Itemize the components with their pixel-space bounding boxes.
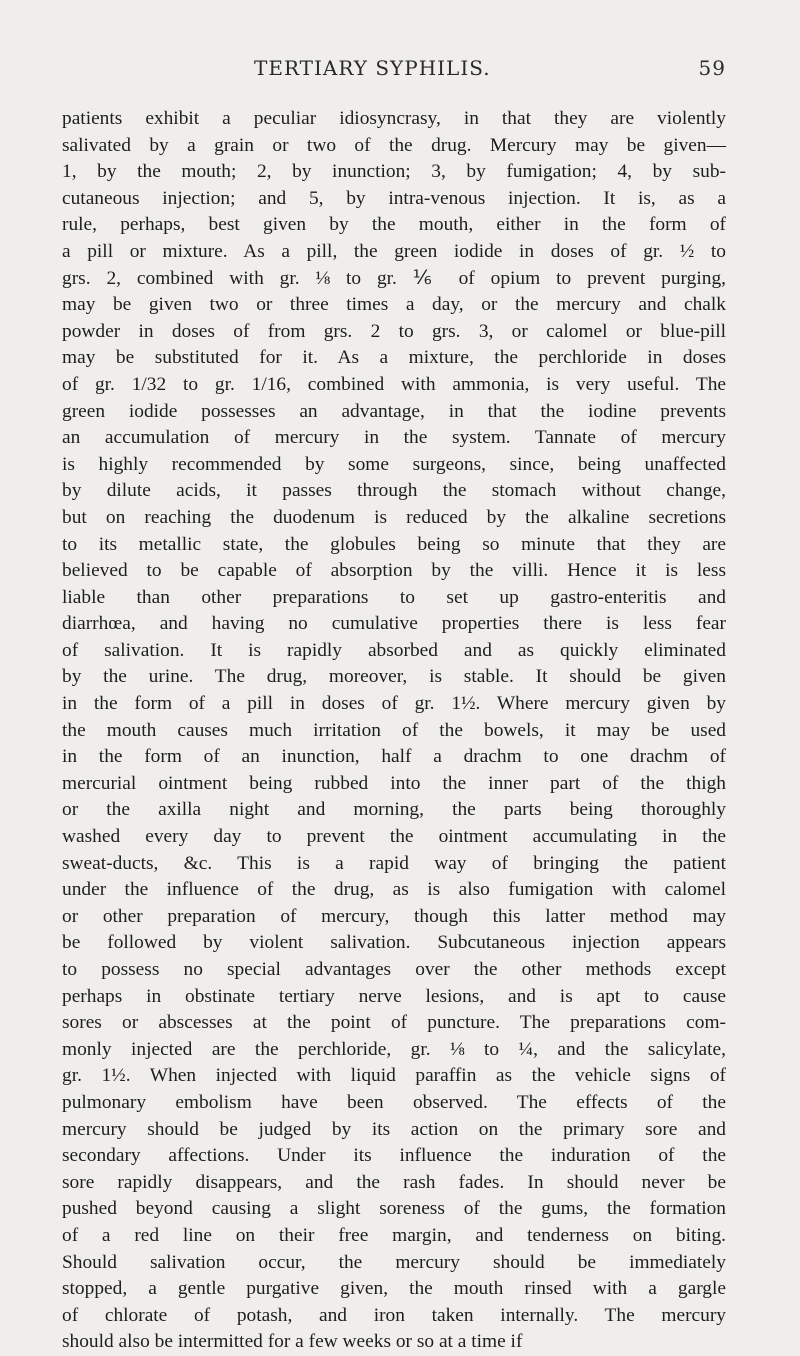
text-line: 1, by the mouth; 2, by inunction; 3, by fumigation; 4, by sub-: [62, 161, 726, 183]
text-line: rule, perhaps, best given by the mouth, either in the form of: [62, 214, 726, 236]
page-number: 59: [698, 56, 726, 80]
text-line: may be substituted for it. As a mixture, the perchloride in doses: [62, 347, 726, 369]
text-line: pushed beyond causing a slight soreness of the gums, the formation: [62, 1198, 726, 1220]
text-line: green iodide possesses an advantage, in that the iodine prevents: [62, 400, 726, 422]
text-line: of chlorate of potash, and iron taken internally. The mercury: [62, 1304, 726, 1326]
text-line: but on reaching the duodenum is reduced by the alkaline secretions: [62, 506, 726, 528]
text-line: perhaps in obstinate tertiary nerve lesions, and is apt to cause: [62, 985, 726, 1007]
text-line: stopped, a gentle purgative given, the mouth rinsed with a gargle: [62, 1278, 726, 1300]
book-page: [62, 56, 726, 1356]
text-line: by dilute acids, it passes through the stomach without change,: [62, 480, 726, 502]
text-line: liable than other preparations to set up gastro-enteritis and: [62, 586, 726, 608]
text-line: in the form of a pill in doses of gr. 1½. Where mercury given by: [62, 693, 726, 715]
text-line: monly injected are the perchloride, gr. ⅛ to ¼, and the salicylate,: [62, 1038, 726, 1060]
text-line: diarrhœa, and having no cumulative properties there is less fear: [62, 613, 726, 635]
text-line: of a red line on their free margin, and tenderness on biting.: [62, 1224, 726, 1246]
text-line: believed to be capable of absorption by the villi. Hence it is less: [62, 560, 726, 582]
text-line: sore rapidly disappears, and the rash fades. In should never be: [62, 1171, 726, 1193]
page-header: [62, 56, 726, 86]
running-title: TERTIARY SYPHILIS.: [254, 56, 491, 80]
text-line: gr. 1½. When injected with liquid paraffin as the vehicle signs of: [62, 1065, 726, 1087]
text-line: to its metallic state, the globules being so minute that they are: [62, 533, 726, 555]
text-line: pulmonary embolism have been observed. The effects of the: [62, 1091, 726, 1113]
text-line: is highly recommended by some surgeons, since, being unaffected: [62, 453, 726, 475]
text-line: of salivation. It is rapidly absorbed and as quickly eliminated: [62, 639, 726, 661]
text-line: to possess no special advantages over the other methods except: [62, 959, 726, 980]
text-line: mercury should be judged by its action on the primary sore and: [62, 1118, 726, 1140]
text-line: grs. 2, combined with gr. ⅛ to gr. ⅙ of opium to prevent purging,: [62, 267, 726, 289]
text-line: by the urine. The drug, moreover, is stable. It should be given: [62, 666, 726, 688]
text-line: secondary affections. Under its influence the induration of the: [62, 1145, 726, 1167]
text-line: washed every day to prevent the ointment accumulating in the: [62, 826, 726, 848]
text-line: or the axilla night and morning, the parts being thoroughly: [62, 799, 726, 821]
text-line: an accumulation of mercury in the system. Tannate of mercury: [62, 427, 726, 449]
text-line: the mouth causes much irritation of the bowels, it may be used: [62, 719, 726, 741]
text-line: be followed by violent salivation. Subcutaneous injection appears: [62, 932, 726, 954]
text-line: sweat-ducts, &c. This is a rapid way of bringing the patient: [62, 852, 726, 874]
text-line: Should salivation occur, the mercury should be immediately: [62, 1251, 726, 1273]
text-line: may be given two or three times a day, or the mercury and chalk: [62, 294, 726, 316]
text-line: cutaneous injection; and 5, by intra-venous injection. It is, as a: [62, 187, 726, 209]
text-line: in the form of an inunction, half a drachm to one drachm of: [62, 746, 726, 768]
text-line: mercurial ointment being rubbed into the inner part of the thigh: [62, 772, 726, 794]
text-line: salivated by a grain or two of the drug. Mercury may be given—: [62, 134, 726, 156]
text-line: powder in doses of from grs. 2 to grs. 3, or calomel or blue-pill: [62, 320, 726, 342]
text-line: or other preparation of mercury, though this latter method may: [62, 905, 726, 927]
text-line: sores or abscesses at the point of puncture. The preparations com-: [62, 1012, 726, 1034]
text-line: under the influence of the drug, as is also fumigation with calomel: [62, 879, 726, 901]
text-line: a pill or mixture. As a pill, the green iodide in doses of gr. ½ to: [62, 240, 726, 262]
text-line: of gr. 1/32 to gr. 1/16, combined with ammonia, is very useful. The: [62, 373, 726, 395]
body-paragraph: [62, 106, 726, 1356]
text-line: patients exhibit a peculiar idiosyncrasy, in that they are violently: [62, 108, 726, 129]
text-line: should also be intermitted for a few weeks or so at a time if: [62, 1331, 523, 1353]
